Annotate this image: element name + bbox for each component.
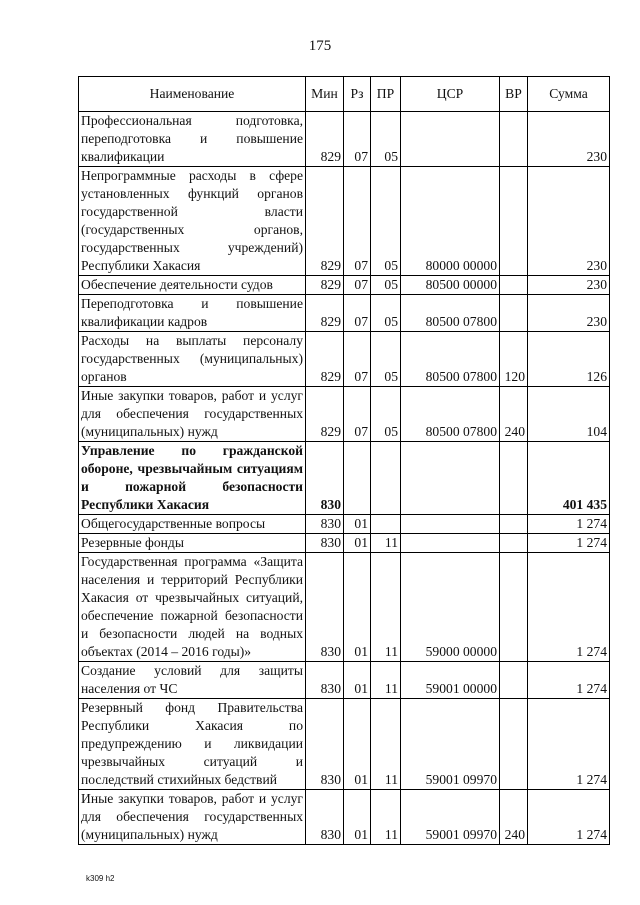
- cell-pr: 05: [371, 112, 401, 167]
- cell-min: 830: [306, 553, 344, 662]
- cell-pr: 11: [371, 662, 401, 699]
- cell-csr: 59000 00000: [401, 553, 500, 662]
- cell-rz: 01: [344, 790, 371, 845]
- cell-sum: 104: [528, 387, 610, 442]
- cell-name: Резервный фонд Правительства Республики Хакасия по предупреждению и ликвидации чрезвычайных ситуаций и последствий стихийных бедствий: [79, 699, 306, 790]
- cell-sum: 1 274: [528, 515, 610, 534]
- cell-name: Непрограммные расходы в сфере установленных функций органов государственной власти (государственных органов, государственных учреждений) Республики Хакасия: [79, 167, 306, 276]
- table-row: [79, 442, 610, 515]
- cell-csr: 80500 07800: [401, 332, 500, 387]
- cell-pr: 11: [371, 534, 401, 553]
- table-row: [79, 515, 610, 534]
- cell-pr: 05: [371, 387, 401, 442]
- cell-rz: 07: [344, 387, 371, 442]
- cell-csr: 80500 00000: [401, 276, 500, 295]
- cell-pr: [371, 442, 401, 515]
- table-row: [79, 167, 610, 276]
- cell-min: 830: [306, 534, 344, 553]
- cell-rz: [344, 442, 371, 515]
- cell-name: Переподготовка и повышение квалификации кадров: [79, 295, 306, 332]
- cell-vr: [500, 515, 528, 534]
- header-rz: Рз: [344, 77, 371, 112]
- footer-code: k309 h2: [86, 874, 115, 883]
- table-row: [79, 112, 610, 167]
- cell-sum: 230: [528, 295, 610, 332]
- cell-vr: 240: [500, 387, 528, 442]
- cell-csr: 59001 09970: [401, 790, 500, 845]
- cell-pr: 05: [371, 295, 401, 332]
- cell-rz: 07: [344, 276, 371, 295]
- cell-sum: 230: [528, 112, 610, 167]
- cell-csr: 80000 00000: [401, 167, 500, 276]
- table-row: [79, 276, 610, 295]
- cell-csr: 80500 07800: [401, 387, 500, 442]
- cell-min: 830: [306, 662, 344, 699]
- cell-pr: [371, 515, 401, 534]
- cell-sum: 230: [528, 167, 610, 276]
- cell-name: Общегосударственные вопросы: [79, 515, 306, 534]
- cell-name: Расходы на выплаты персоналу государственных (муниципальных) органов: [79, 332, 306, 387]
- cell-rz: 01: [344, 699, 371, 790]
- cell-name: Управление по гражданской обороне, чрезвычайным ситуациям и пожарной безопасности Республики Хакасия: [79, 442, 306, 515]
- cell-name: Обеспечение деятельности судов: [79, 276, 306, 295]
- cell-name: Иные закупки товаров, работ и услуг для обеспечения государственных (муниципальных) нужд: [79, 387, 306, 442]
- cell-pr: 11: [371, 553, 401, 662]
- cell-pr: 11: [371, 790, 401, 845]
- cell-min: 829: [306, 112, 344, 167]
- table-row: [79, 387, 610, 442]
- cell-pr: 05: [371, 276, 401, 295]
- table-row: [79, 553, 610, 662]
- cell-pr: 05: [371, 167, 401, 276]
- cell-csr: 59001 09970: [401, 699, 500, 790]
- cell-sum: 1 274: [528, 662, 610, 699]
- table-body: [79, 112, 610, 845]
- cell-min: 830: [306, 790, 344, 845]
- cell-rz: 01: [344, 534, 371, 553]
- table-row: [79, 332, 610, 387]
- table-row: [79, 662, 610, 699]
- cell-vr: [500, 276, 528, 295]
- table-header-row: [79, 77, 610, 112]
- cell-csr: [401, 515, 500, 534]
- cell-rz: 07: [344, 112, 371, 167]
- cell-name: Иные закупки товаров, работ и услуг для обеспечения государственных (муниципальных) нужд: [79, 790, 306, 845]
- cell-rz: 01: [344, 553, 371, 662]
- cell-csr: [401, 534, 500, 553]
- cell-name: Профессиональная подготовка, переподготовка и повышение квалификации: [79, 112, 306, 167]
- cell-min: 829: [306, 276, 344, 295]
- cell-csr: 80500 07800: [401, 295, 500, 332]
- cell-csr: 59001 00000: [401, 662, 500, 699]
- cell-sum: 126: [528, 332, 610, 387]
- cell-min: 830: [306, 515, 344, 534]
- cell-pr: 11: [371, 699, 401, 790]
- cell-min: 829: [306, 295, 344, 332]
- cell-name: Государственная программа «Защита населения и территорий Республики Хакасия от чрезвычайных ситуаций, обеспечение пожарной безопасности и безопасности людей на водных объектах (2014 – 2016 годы)»: [79, 553, 306, 662]
- table-row: [79, 295, 610, 332]
- cell-rz: 07: [344, 295, 371, 332]
- cell-csr: [401, 442, 500, 515]
- header-sum: Сумма: [528, 77, 610, 112]
- cell-pr: 05: [371, 332, 401, 387]
- header-vr: ВР: [500, 77, 528, 112]
- cell-min: 829: [306, 167, 344, 276]
- cell-vr: 240: [500, 790, 528, 845]
- cell-sum: 1 274: [528, 699, 610, 790]
- table-row: [79, 534, 610, 553]
- cell-vr: [500, 553, 528, 662]
- page-number: 175: [308, 38, 332, 54]
- cell-sum: 1 274: [528, 790, 610, 845]
- cell-vr: 120: [500, 332, 528, 387]
- cell-csr: [401, 112, 500, 167]
- cell-name: Резервные фонды: [79, 534, 306, 553]
- cell-vr: [500, 167, 528, 276]
- cell-name: Создание условий для защиты населения от ЧС: [79, 662, 306, 699]
- cell-rz: 07: [344, 167, 371, 276]
- header-pr: ПР: [371, 77, 401, 112]
- cell-rz: 07: [344, 332, 371, 387]
- header-min: Мин: [306, 77, 344, 112]
- cell-sum: 1 274: [528, 534, 610, 553]
- cell-min: 829: [306, 332, 344, 387]
- cell-sum: 401 435: [528, 442, 610, 515]
- cell-sum: 1 274: [528, 553, 610, 662]
- header-csr: ЦСР: [401, 77, 500, 112]
- cell-min: 830: [306, 699, 344, 790]
- table-row: [79, 790, 610, 845]
- cell-rz: 01: [344, 662, 371, 699]
- cell-vr: [500, 442, 528, 515]
- cell-min: 830: [306, 442, 344, 515]
- cell-vr: [500, 662, 528, 699]
- cell-min: 829: [306, 387, 344, 442]
- cell-vr: [500, 112, 528, 167]
- table-row: [79, 699, 610, 790]
- cell-vr: [500, 699, 528, 790]
- cell-rz: 01: [344, 515, 371, 534]
- cell-vr: [500, 295, 528, 332]
- budget-table: [78, 76, 610, 845]
- cell-sum: 230: [528, 276, 610, 295]
- cell-vr: [500, 534, 528, 553]
- header-name: Наименование: [79, 77, 306, 112]
